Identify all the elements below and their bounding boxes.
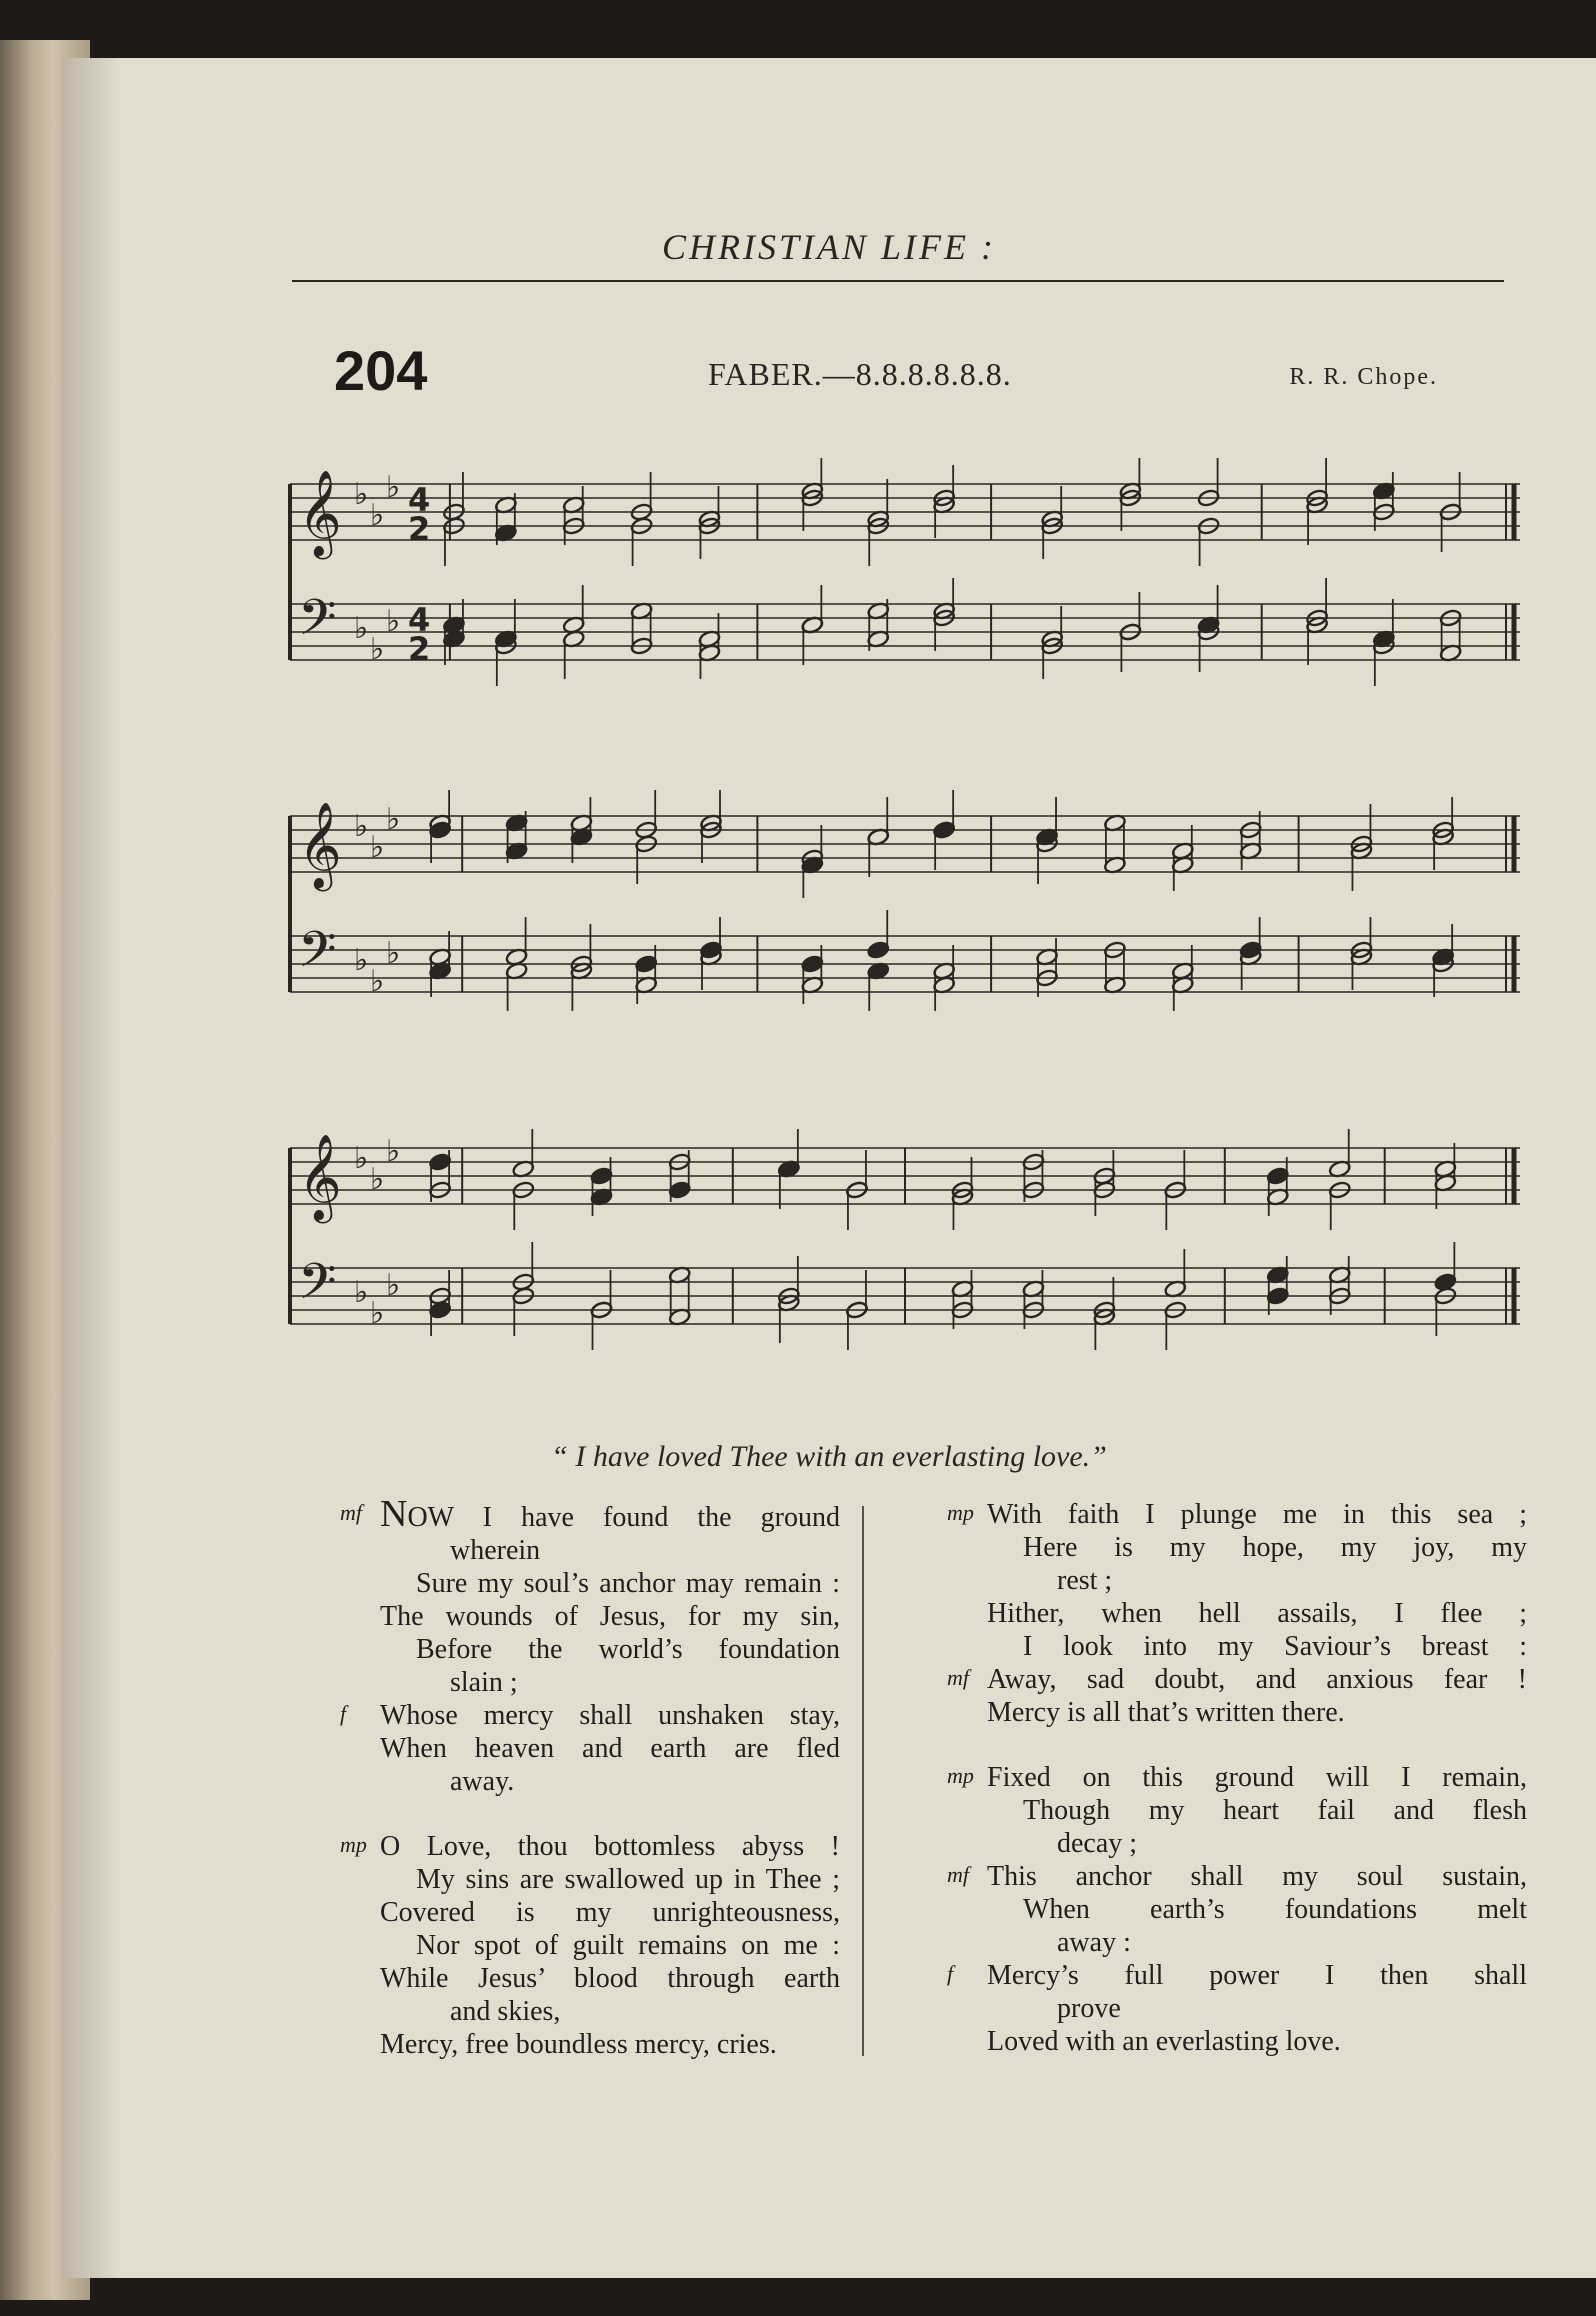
verse-line (280, 1830, 840, 1863)
flat-sign: ♭ (386, 604, 401, 639)
stanza (887, 1761, 1527, 2058)
treble-clef: 𝄞 (298, 470, 342, 556)
verse-text: Sure my soul’s anchor may remain : (416, 1568, 840, 1599)
verse-line (887, 1992, 1527, 2025)
verse-text: Nor spot of guilt remains on me : (416, 1930, 840, 1961)
verse-text: When heaven and earth are fled (380, 1733, 840, 1764)
verse-line (280, 1600, 840, 1633)
verse-line (280, 1863, 840, 1896)
verse-line (887, 1893, 1527, 1926)
dynamic-marking: mf (947, 1862, 969, 1887)
verse-text: NOW I have found the ground (380, 1493, 840, 1535)
bass-clef: 𝄢 (298, 589, 337, 659)
verse-line (280, 1633, 840, 1666)
verse-line (887, 1531, 1527, 1564)
verse-text: Mercy’s full power I then shall (987, 1960, 1527, 1991)
verse-text: Loved with an everlasting love. (987, 2026, 1341, 2057)
verse-text: Away, sad doubt, and anxious fear ! (987, 1664, 1527, 1695)
flat-sign: ♭ (354, 1275, 369, 1310)
treble-clef: 𝄞 (298, 1134, 342, 1220)
verse-text: slain ; (450, 1667, 518, 1698)
flat-sign: ♭ (354, 477, 369, 512)
flat-sign: ♭ (370, 632, 385, 667)
music-system-1 (276, 426, 1522, 686)
verse-text: Here is my hope, my joy, my (1023, 1532, 1527, 1563)
tune-name: FABER.—8.8.8.8.8.8. (708, 356, 1012, 392)
verse-line (280, 1929, 840, 1962)
treble-clef: 𝄞 (298, 802, 342, 888)
verse-line (280, 1765, 840, 1798)
flat-sign: ♭ (370, 830, 385, 865)
stanza (887, 1498, 1527, 1729)
verse-text: Though my heart fail and flesh (1023, 1795, 1527, 1826)
dynamic-marking: mf (340, 1500, 362, 1525)
dynamic-marking: mp (340, 1832, 367, 1857)
verse-text: wherein (450, 1535, 541, 1566)
flat-sign: ♭ (386, 470, 401, 505)
flat-sign: ♭ (370, 1162, 385, 1197)
dynamic-marking: mp (947, 1763, 974, 1788)
verse-text: away. (450, 1766, 515, 1797)
flat-sign: ♭ (354, 809, 369, 844)
time-signature-bottom: 2 (408, 510, 431, 548)
hymnal-page (62, 58, 1596, 2278)
verse-line (887, 1630, 1527, 1663)
verse-text: This anchor shall my soul sustain, (987, 1861, 1527, 1892)
verse-text: Covered is my unrighteousness, (380, 1897, 840, 1928)
verse-text: Hither, when hell assails, I flee ; (987, 1598, 1527, 1629)
verse-text: decay ; (1057, 1828, 1138, 1859)
verse-text: The wounds of Jesus, for my sin, (380, 1601, 840, 1632)
stanza (280, 1830, 840, 2061)
verse-text: Mercy is all that’s written there. (987, 1697, 1345, 1728)
flat-sign: ♭ (386, 802, 401, 837)
verse-text: and skies, (450, 1996, 561, 2027)
verse-text: When earth’s foundations melt (1023, 1894, 1527, 1925)
verse-line (887, 1696, 1527, 1729)
time-signature-bottom: 2 (408, 630, 431, 668)
music-system-3 (276, 1090, 1522, 1350)
header-rule (292, 280, 1504, 282)
verse-line (280, 1534, 840, 1567)
verse-line (887, 1761, 1527, 1794)
flat-sign: ♭ (386, 1134, 401, 1169)
flat-sign: ♭ (370, 498, 385, 533)
verse-line (887, 1564, 1527, 1597)
verse-line (887, 1926, 1527, 1959)
verse-line (280, 1699, 840, 1732)
column-divider (862, 1506, 864, 2056)
verse-text: Before the world’s foundation (416, 1634, 840, 1665)
dynamic-marking: f (340, 1701, 347, 1726)
verse-line (887, 1663, 1527, 1696)
verse-line (280, 1995, 840, 2028)
verse-text: rest ; (1057, 1565, 1113, 1596)
verse-line (280, 1732, 840, 1765)
stanza (280, 1493, 840, 1798)
verse-line (280, 1896, 840, 1929)
flat-sign: ♭ (354, 611, 369, 646)
dynamic-marking: mp (947, 1500, 974, 1525)
time-signature-top: 4 (408, 601, 431, 639)
verse-text: My sins are swallowed up in Thee ; (416, 1864, 840, 1895)
verse-line (887, 2025, 1527, 2058)
verse-text: prove (1057, 1993, 1121, 2024)
bass-clef: 𝄢 (298, 921, 337, 991)
time-signature-top: 4 (408, 481, 431, 519)
dynamic-marking: f (947, 1961, 954, 1986)
verse-text: Mercy, free boundless mercy, cries. (380, 2029, 777, 2060)
verse-line (887, 1597, 1527, 1630)
hymn-number: 204 (334, 339, 428, 402)
flat-sign: ♭ (370, 964, 385, 999)
verse-line (887, 1498, 1527, 1531)
flat-sign: ♭ (386, 1268, 401, 1303)
flat-sign: ♭ (354, 1141, 369, 1176)
verse-line (887, 1827, 1527, 1860)
flat-sign: ♭ (370, 1296, 385, 1331)
flat-sign: ♭ (386, 936, 401, 971)
verse-text: While Jesus’ blood through earth (380, 1963, 840, 1994)
verse-text: Whose mercy shall unshaken stay, (380, 1700, 840, 1731)
verse-line (887, 1794, 1527, 1827)
verse-line (887, 1959, 1527, 1992)
verse-text: away : (1057, 1927, 1131, 1958)
dynamic-marking: mf (947, 1665, 969, 1690)
bass-clef: 𝄢 (298, 1253, 337, 1323)
composer: R. R. Chope. (1289, 364, 1438, 390)
verse-text: O Love, thou bottomless abyss ! (380, 1831, 840, 1862)
scripture-motto: “ I have loved Thee with an everlasting love.” (551, 1440, 1107, 1473)
verse-line (280, 1666, 840, 1699)
verse-text: Fixed on this ground will I remain, (987, 1762, 1527, 1793)
verse-text: I look into my Saviour’s breast : (1023, 1631, 1527, 1662)
verse-line (280, 1493, 840, 1535)
verse-line (887, 1860, 1527, 1893)
page-header: CHRISTIAN LIFE : (662, 227, 996, 267)
verses-right-column (887, 1498, 1527, 2090)
verse-text: With faith I plunge me in this sea ; (987, 1499, 1527, 1530)
flat-sign: ♭ (354, 943, 369, 978)
verse-line (280, 1962, 840, 1995)
verse-line (280, 2028, 840, 2061)
verse-line (280, 1567, 840, 1600)
verses-left-column (280, 1493, 840, 2093)
music-system-2 (276, 758, 1522, 1018)
